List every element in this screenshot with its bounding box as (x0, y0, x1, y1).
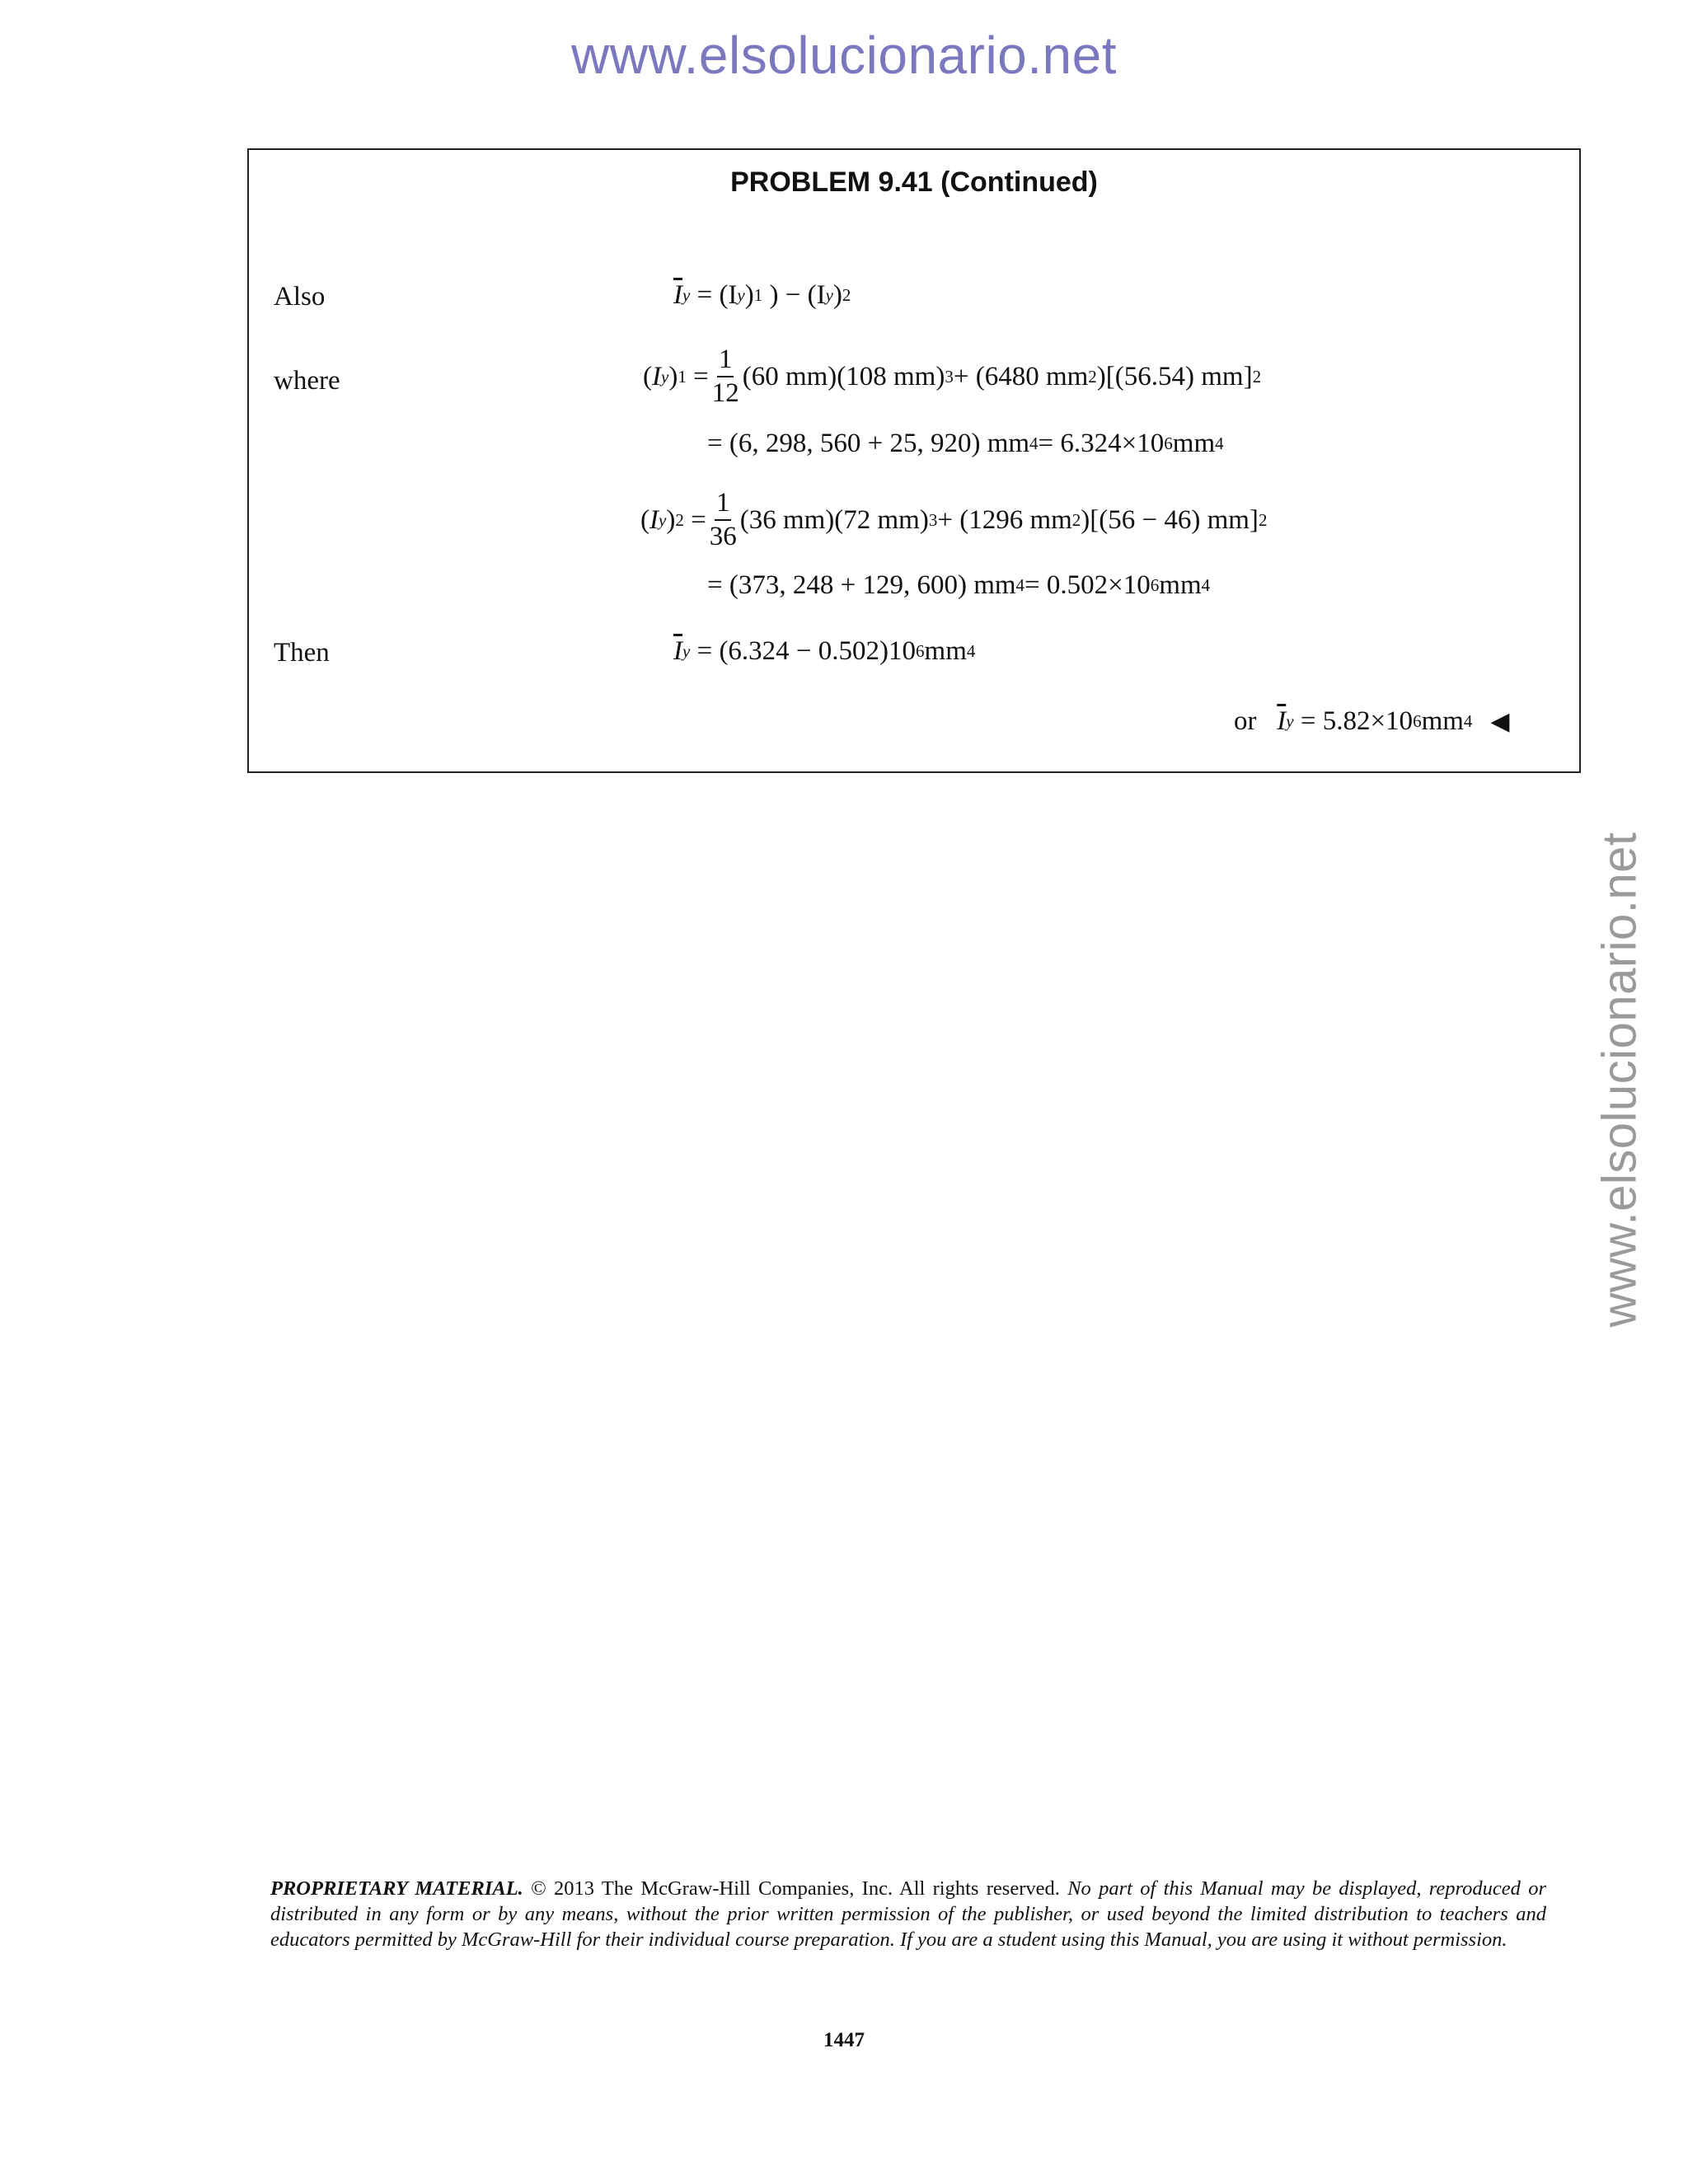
label-or: or (1234, 706, 1257, 736)
equation-iy-bar: $\overline{I}$ y = (I y ) 1 ) − (I y ) 2 (673, 280, 851, 310)
equation-then: $\overline{I}$ y = (6.324 − 0.502)10 6 mm 4 (673, 636, 976, 666)
fraction-1-36: $\frac{1}{36}$ (709, 488, 737, 551)
copyright-notice: PROPRIETARY MATERIAL. © 2013 The McGraw-Hill Companies, Inc. All rights reserved. No part of this Manual may be displayed, reproduced or distributed in any form or by any means, without the prior written permission of the publisher, or used beyond the limited distribution to teachers and educators permitted by McGraw-Hill for their individual course preparation. If you are a student using this Manual, you are using it without permission. (270, 1877, 1546, 1951)
eq-rhs-part1: = (I (696, 280, 738, 310)
watermark-top: www.elsolucionario.net (571, 26, 1117, 85)
equation-iy1: ( I y ) 1 = $\frac{1}{12}$ (60 mm)(108 mm) 3 + (6480 mm 2 )[(56.54) mm] 2 (643, 344, 1262, 408)
final-answer: or $\overline{I}$ y = 5.82×10 6 mm 4 ◀ (1234, 706, 1510, 736)
label-also: Also (274, 282, 326, 312)
label-where: where (274, 366, 340, 396)
eq-lhs-symbol: $\overline{I}$ (673, 280, 682, 310)
equation-iy1-result: = (6, 298, 560 + 25, 920) mm 4 = 6.324×10 6 mm 4 (707, 429, 1224, 458)
problem-title: PROBLEM 9.41 (Continued) (730, 166, 1098, 198)
watermark-side-text: www.elsolucionario.net (1592, 832, 1647, 1328)
equation-iy2-result: = (373, 248 + 129, 600) mm 4 = 0.502×10 6 mm 4 (707, 570, 1211, 600)
label-then: Then (274, 638, 330, 668)
fraction-1-12: $\frac{1}{12}$ (711, 344, 739, 408)
equation-iy2: ( I y ) 2 = $\frac{1}{36}$ (36 mm)(72 mm) 3 + (1296 mm 2 )[(56 − 46) mm] 2 (640, 488, 1268, 551)
solution-box (247, 148, 1581, 773)
eq-rhs-part2: ) − (I (769, 280, 826, 310)
end-of-answer-marker: ◀ (1490, 708, 1510, 735)
page-number: 1447 (823, 2029, 865, 2051)
